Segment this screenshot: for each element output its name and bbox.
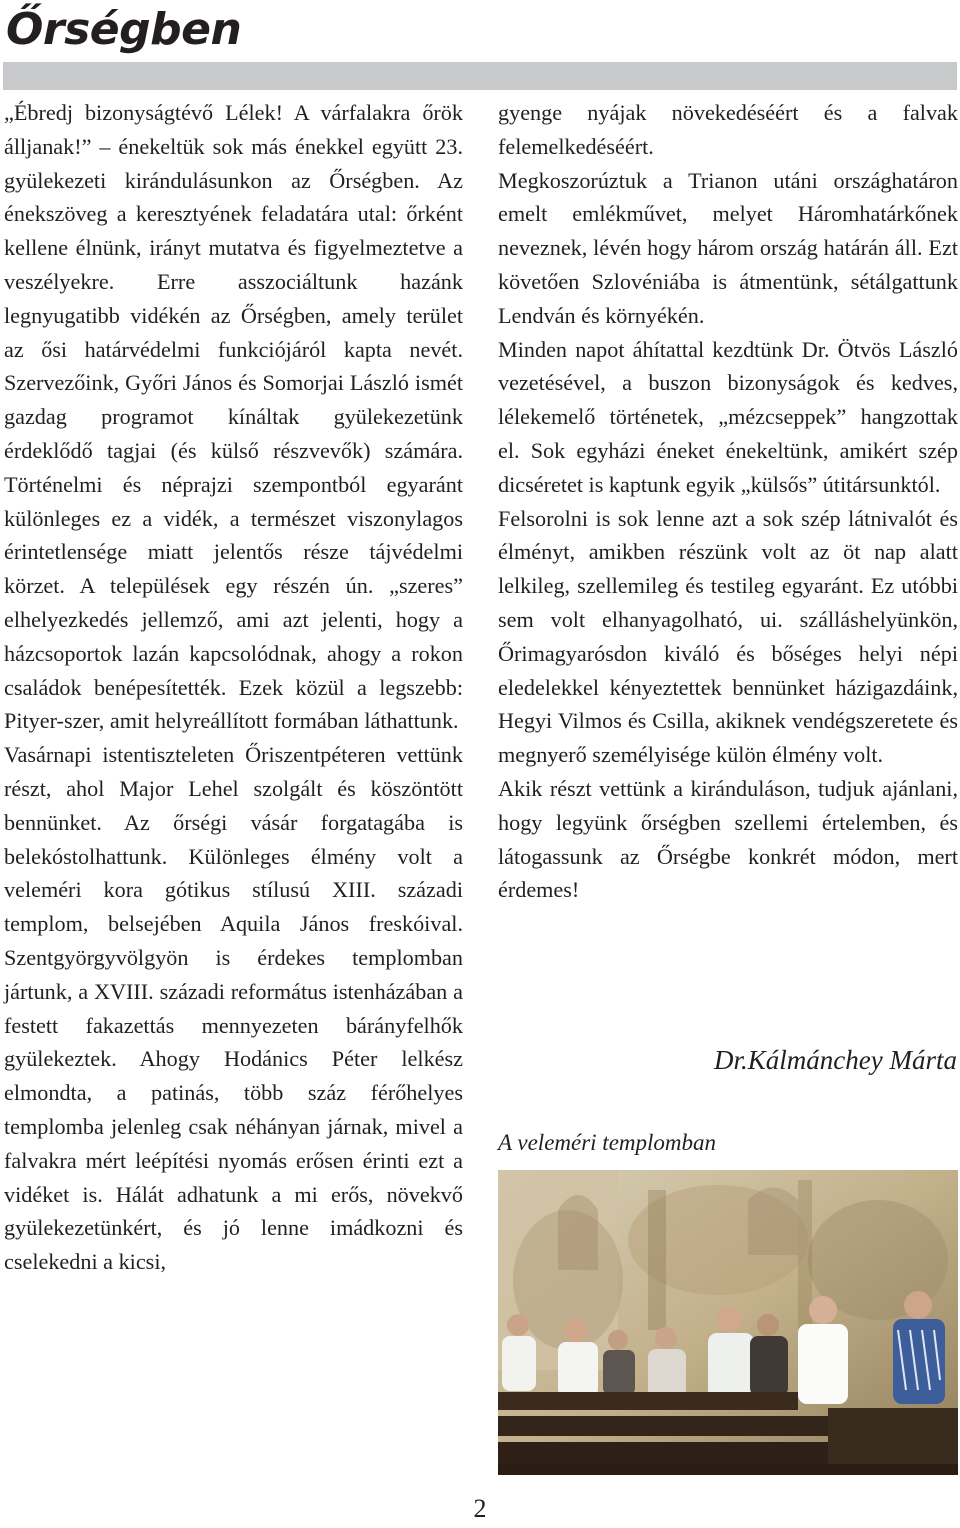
photo-caption: A veleméri templomban <box>498 1130 717 1155</box>
page-number: 2 <box>473 1494 487 1523</box>
church-interior-illustration <box>498 1170 958 1475</box>
paragraph: Akik részt vettünk a kiránduláson, tudjuk ajánlani, hogy legyünk őrségben szellemi értelemben, és látogassunk az Őrségbe konkrét módon, mert érdemes! <box>498 775 958 903</box>
paragraph: „Ébredj bizonyságtévő Lélek! A várfalakra őrök álljanak!” – énekeltük sok más énekkel együtt 23. gyülekezeti kirándulásunkon az Őrségben. Az énekszöveg a keresztyének feladatára utal: őrként kellene élnünk, irányt mutatva és figyelmeztetve a veszélyekre. Erre asszociáltunk hazánk legnyugatibb vidékén az Őrségben, amely terület az ősi határvédelmi funkciójáról kapta nevét. Szervezőink, Győri János és Somorjai László ismét gazdag programot kínáltak gyülekezetünk érdeklődő tagjai (és külső részvevők) számára. Történelmi és néprajzi szempontból egyaránt különleges ez a vidék, a természet viszonylagos érintetlensége miatt jelentős része tájvédelmi körzet. A települések egy részén ún. „szeres” elhelyezkedés jellemző, ami azt jelenti, hogy a házcsoportok lazán kapcsolódnak, ahogy a rokon családok benépesítették. Ezek közül a legszebb: Pityer-szer, amit helyreállított formában láthattunk. <box>4 100 463 734</box>
title-rule-bar <box>3 62 957 90</box>
paragraph: Minden napot áhítattal kezdtünk Dr. Ötvös László vezetésével, a buszon bizonyságok és kedves, lélekemelő történetek, „mézcseppek” hangzottak el. Sok egyházi éneket énekeltünk, amikért szép dicséretet is kaptunk egyik „külsős” útitársunktól. <box>498 336 958 497</box>
church-interior-photo <box>498 1170 958 1475</box>
right-column <box>498 96 958 907</box>
article-title: Őrségben <box>6 4 242 55</box>
paragraph: Megkoszorúztuk a Trianon utáni országhatáron emelt emlékművet, melyet Háromhatárkőnek neveznek, lévén hogy három ország határán áll. Ezt követően Szlovéniába is átmentünk, sétálgattunk Lendván és környékén. <box>498 167 958 328</box>
paragraph: gyenge nyájak növekedéséért és a falvak felemelkedéséért. <box>498 100 958 159</box>
paragraph: Felsorolni is sok lenne azt a sok szép látnivalót és élményt, amikben részünk volt az öt nap alatt lelkileg, szellemileg és testileg egyaránt. Ez utóbbi sem volt elhanyagolható, ui. szálláshelyünkön, Őrimagyarósdon kiváló és bőséges helyi népi eledelekkel kényeztettek bennünket házigazdáink, Hegyi Vilmos és Csilla, akiknek vendégszeretete és megnyerő személyisége külön élmény volt. <box>498 505 958 768</box>
author-signature: Dr.Kálmánchey Márta <box>714 1045 957 1075</box>
left-column <box>4 96 463 1279</box>
paragraph: Vasárnapi istentiszteleten Őriszentpéteren vettünk részt, ahol Major Lehel szolgált és köszöntött bennünket. Az őrségi vásár forgatagába is belekóstolhattunk. Különleges élmény volt a veleméri kora gótikus stílusú XIII. századi templom, belsejében Aquila János freskóival. Szentgyörgyvölgyön is érdekes templomban jártunk, a XVIII. századi református istenházában a festett fakazettás mennyezeten bárányfelhők gyülekeztek. Ahogy Hodánics Péter lelkész elmondta, a patinás, több száz férőhelyes templomba jelenleg csak néhányan járnak, mivel a falvakra mért leépítési nyomás erősen érinti ezt a vidéket is. Hálát adhatunk a mi erős, növekvő gyülekezetünkért, és jó lenne imádkozni és cselekedni a kicsi, <box>4 742 463 1275</box>
